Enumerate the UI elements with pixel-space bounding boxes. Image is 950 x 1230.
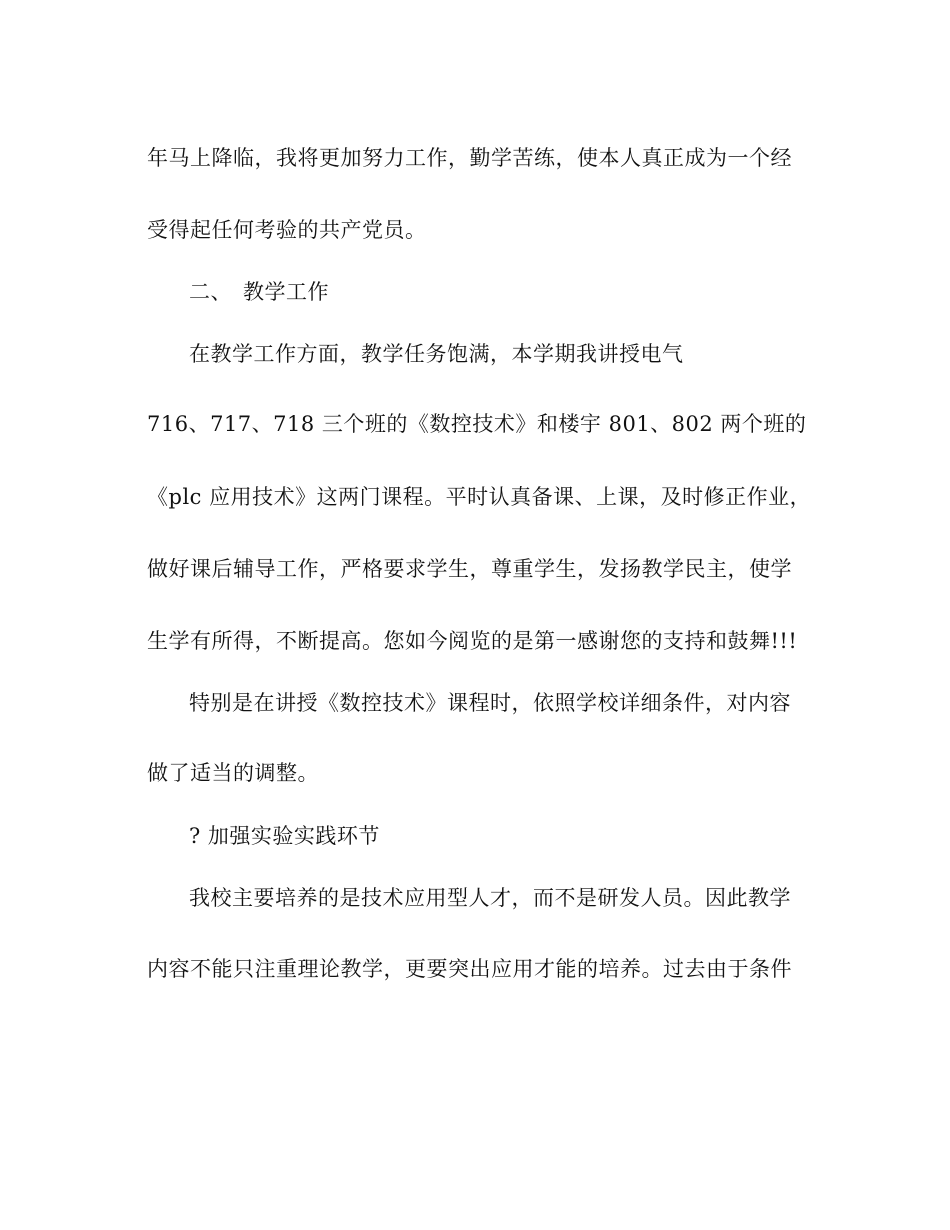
text-line: 做好课后辅导工作，严格要求学生，尊重学生，发扬教学民主，使学 [147,557,792,581]
text-line: 716、717、718 三个班的《数控技术》和楼宇 801、802 两个班的 [147,412,807,436]
text-line: 生学有所得，不断提高。您如今阅览的是第一感谢您的支持和鼓舞!!! [147,629,798,653]
paragraph-start: 特别是在讲授《数控技术》课程时，依照学校详细条件，对内容 [189,691,791,715]
subheading: ? 加强实验实践环节 [189,824,380,848]
paragraph-start: 我校主要培养的是技术应用型人才，而不是研发人员。因此教学 [189,886,791,910]
text-line: 受得起任何考验的共产党员。 [147,218,427,242]
section-heading: 二、 教学工作 [189,280,329,304]
text-line: 年马上降临，我将更加努力工作，勤学苦练，使本人真正成为一个经 [147,146,792,170]
text-line: 内容不能只注重理论教学，更要突出应用才能的培养。过去由于条件 [147,957,792,981]
text-line: 《plc 应用技术》这两门课程。平时认真备课、上课，及时修正作业， [147,485,812,509]
text-line: 做了适当的调整。 [147,761,319,785]
paragraph-start: 在教学工作方面，教学任务饱满，本学期我讲授电气 [189,342,684,366]
